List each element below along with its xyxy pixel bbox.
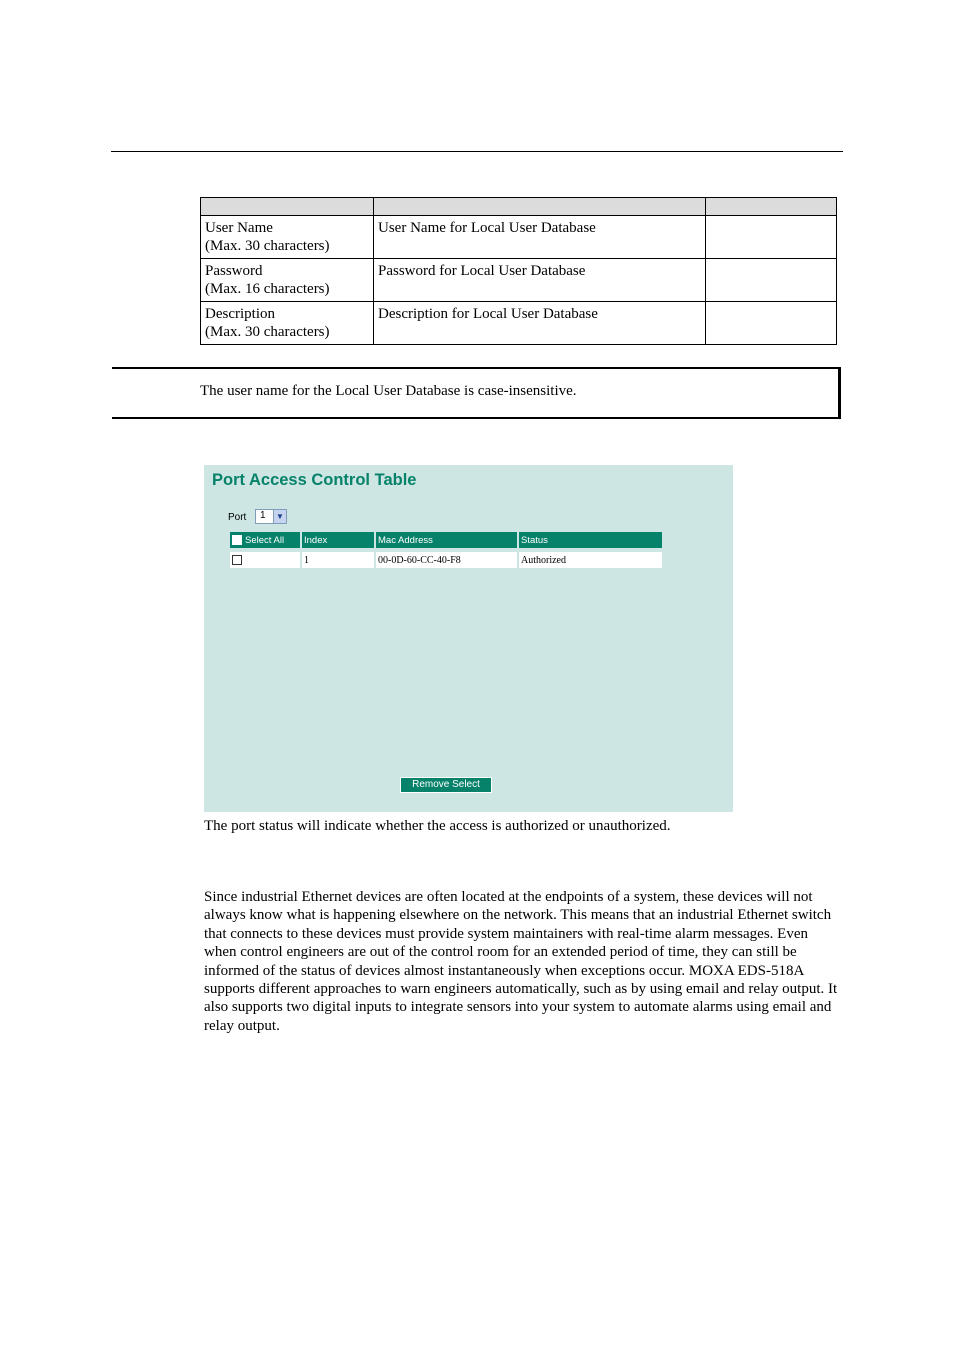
- setting-name: User Name: [205, 220, 273, 236]
- port-access-control-panel: [204, 465, 733, 812]
- row-mac: 00-0D-60-CC-40-F8: [376, 552, 517, 568]
- setting-default: [706, 302, 837, 345]
- setting-name-cell: [201, 302, 374, 345]
- port-access-table-header: [230, 532, 662, 548]
- row-checkbox[interactable]: [232, 555, 242, 565]
- settings-header-setting: [201, 198, 374, 216]
- setting-name-cell: [201, 216, 374, 259]
- setting-description: User Name for Local User Database: [374, 216, 706, 259]
- select-all-checkbox[interactable]: [232, 535, 242, 545]
- body-paragraph: Since industrial Ethernet devices are often located at the endpoints of a system, these devices will not always know what is happening elsewhere on the network. This means that an industrial Ethernet switch that connects to these devices must provide system maintainers with real-time alarm messages. Even when control engineers are out of the control room for an extended period of time, they can still be informed of the status of devices almost instantaneously when exceptions occur. MOXA EDS-518A supports different approaches to warn engineers automatically, such as by using email and relay output. It also supports two digital inputs to integrate sensors into your system to automate alarms using email and relay output.: [204, 889, 838, 1034]
- port-select[interactable]: [255, 509, 287, 524]
- remove-select-button[interactable]: Remove Select: [400, 777, 492, 793]
- settings-row-password: [201, 259, 837, 302]
- select-all-header[interactable]: [230, 532, 300, 548]
- setting-name: Description: [205, 306, 275, 322]
- settings-table: [200, 197, 837, 345]
- setting-default: [706, 216, 837, 259]
- note-text: The user name for the Local User Database is case-insensitive.: [200, 383, 577, 399]
- figure-caption: The port status will indicate whether the access is authorized or unauthorized.: [204, 818, 671, 834]
- row-status: Authorized: [519, 552, 662, 568]
- setting-name-cell: [201, 259, 374, 302]
- setting-name: Password: [205, 263, 263, 279]
- setting-limit: (Max. 16 characters): [205, 281, 330, 297]
- setting-limit: (Max. 30 characters): [205, 238, 330, 254]
- settings-header-description: [374, 198, 706, 216]
- column-header-mac: Mac Address: [376, 532, 517, 548]
- table-row: [230, 552, 662, 568]
- setting-description: Password for Local User Database: [374, 259, 706, 302]
- port-select-value: 1: [260, 510, 266, 521]
- settings-header-default: [706, 198, 837, 216]
- setting-limit: (Max. 30 characters): [205, 324, 330, 340]
- panel-title: Port Access Control Table: [212, 471, 417, 489]
- settings-row-description: [201, 302, 837, 345]
- header-rule: [111, 151, 843, 152]
- settings-row-username: [201, 216, 837, 259]
- select-all-label: Select All: [245, 534, 285, 546]
- chevron-down-icon[interactable]: ▼: [273, 510, 286, 523]
- port-access-table: [228, 532, 664, 568]
- settings-table-header: [201, 198, 837, 216]
- setting-description: Description for Local User Database: [374, 302, 706, 345]
- column-header-index: Index: [302, 532, 374, 548]
- setting-default: [706, 259, 837, 302]
- row-select-cell[interactable]: [230, 552, 300, 568]
- row-index: 1: [302, 552, 374, 568]
- column-header-status: Status: [519, 532, 662, 548]
- note-box: [112, 367, 841, 419]
- port-label: Port: [228, 512, 247, 523]
